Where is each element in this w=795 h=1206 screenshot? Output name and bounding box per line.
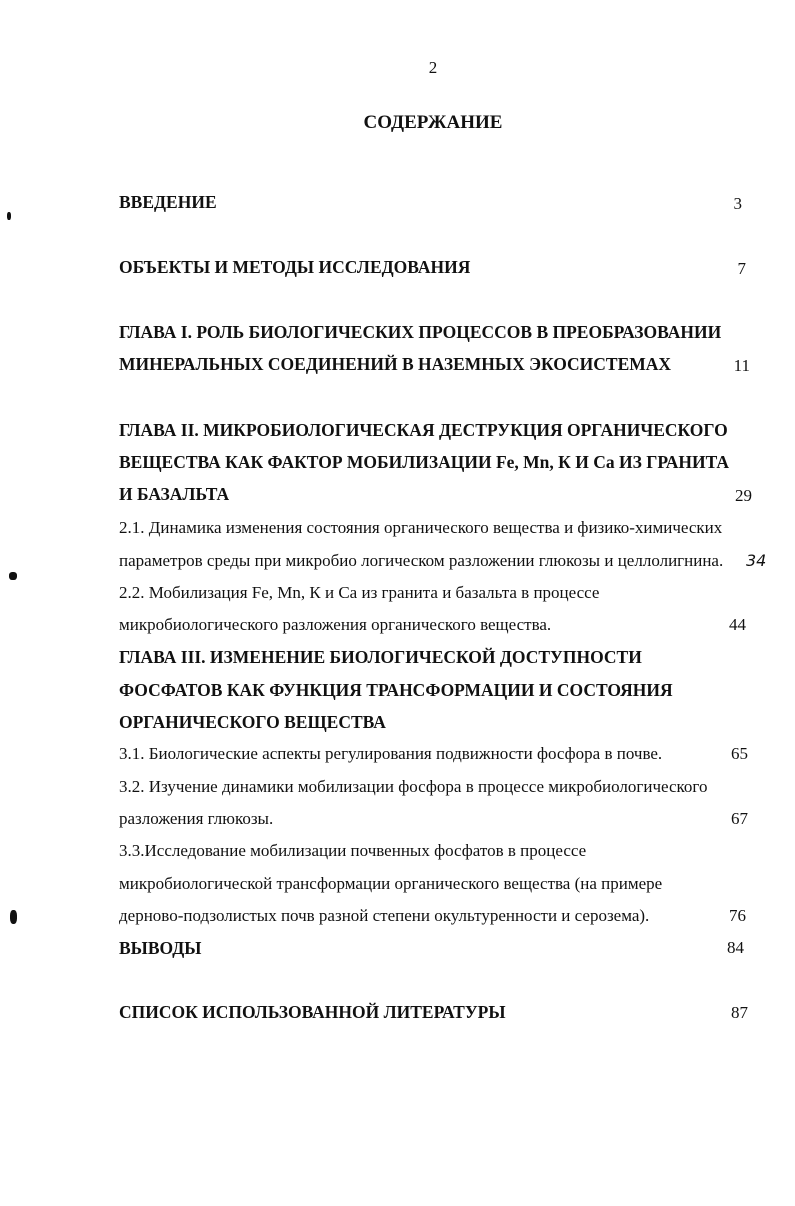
- toc-entry-chapter-3-line-2: ФОСФАТОВ КАК ФУНКЦИЯ ТРАНСФОРМАЦИИ И СОСТОЯНИЯ: [119, 680, 673, 700]
- toc-entry-chapter-3-line-3: ОРГАНИЧЕСКОГО ВЕЩЕСТВА: [119, 712, 386, 732]
- toc-page-3-3: 76: [729, 906, 746, 925]
- toc-entry-2-2-line-2: микробиологического разложения органического вещества.: [119, 615, 552, 634]
- toc-page-2-1-handwritten: 34: [746, 551, 767, 570]
- toc-entry-3-3-line-2: микробиологической трансформации органического вещества (на примере: [119, 874, 663, 893]
- toc-entry-3-2-line-2: разложения глюкозы.: [119, 809, 274, 828]
- toc-page-3-1: 65: [731, 744, 748, 763]
- toc-entry-introduction: ВВЕДЕНИЕ: [119, 192, 217, 212]
- toc-page-chapter-1: 11: [733, 356, 750, 375]
- toc-page-chapter-2: 29: [735, 486, 752, 505]
- toc-entry-chapter-2-line-2: ВЕЩЕСТВА КАК ФАКТОР МОБИЛИЗАЦИИ Fe, Mn, К И Са ИЗ ГРАНИТА: [119, 452, 730, 472]
- toc-page-objects-methods: 7: [737, 259, 746, 278]
- scan-speck: [10, 910, 17, 924]
- toc-page-conclusions: 84: [727, 938, 744, 957]
- toc-entry-3-2-line-1: 3.2. Изучение динамики мобилизации фосфора в процессе микробиологического: [119, 777, 708, 796]
- toc-page-references: 87: [731, 1003, 748, 1022]
- toc-entry-3-3-line-3: дерново-подзолистых почв разной степени окультуренности и серозема).: [119, 906, 650, 925]
- page-title: СОДЕРЖАНИЕ: [363, 112, 503, 133]
- toc-entry-references: СПИСОК ИСПОЛЬЗОВАННОЙ ЛИТЕРАТУРЫ: [119, 1002, 506, 1022]
- toc-entry-3-3-line-1: 3.3.Исследование мобилизации почвенных фосфатов в процессе: [119, 841, 587, 860]
- toc-entry-objects-methods: ОБЪЕКТЫ И МЕТОДЫ ИССЛЕДОВАНИЯ: [119, 257, 471, 277]
- toc-entry-chapter-2-line-1: ГЛАВА II. МИКРОБИОЛОГИЧЕСКАЯ ДЕСТРУКЦИЯ ОРГАНИЧЕСКОГО: [119, 420, 728, 440]
- toc-entry-3-1: 3.1. Биологические аспекты регулирования подвижности фосфора в почве.: [119, 744, 663, 763]
- toc-entry-chapter-2-line-3: И БАЗАЛЬТА: [119, 484, 230, 504]
- toc-entry-2-1-line-1: 2.1. Динамика изменения состояния органического вещества и физико-химических: [119, 518, 723, 537]
- toc-entry-2-2-line-1: 2.2. Мобилизация Fe, Mn, К и Са из гранита и базальта в процессе: [119, 583, 600, 602]
- toc-page-introduction: 3: [733, 194, 742, 213]
- toc-entry-chapter-1-line-1: ГЛАВА I. РОЛЬ БИОЛОГИЧЕСКИХ ПРОЦЕССОВ В ПРЕОБРАЗОВАНИИ: [119, 322, 722, 342]
- toc-entry-chapter-1-line-2: МИНЕРАЛЬНЫХ СОЕДИНЕНИЙ В НАЗЕМНЫХ ЭКОСИСТЕМАХ: [119, 354, 672, 374]
- toc-entry-conclusions: ВЫВОДЫ: [119, 938, 202, 958]
- scan-speck: [7, 212, 11, 220]
- toc-page-2-2: 44: [729, 615, 746, 634]
- page-number: 2: [428, 58, 438, 77]
- toc-entry-chapter-3-line-1: ГЛАВА III. ИЗМЕНЕНИЕ БИОЛОГИЧЕСКОЙ ДОСТУПНОСТИ: [119, 647, 642, 667]
- toc-page-3-2: 67: [731, 809, 748, 828]
- toc-entry-2-1-line-2: параметров среды при микробио логическом разложении глюкозы и целлолигнина.: [119, 551, 724, 570]
- scan-speck: [9, 572, 17, 580]
